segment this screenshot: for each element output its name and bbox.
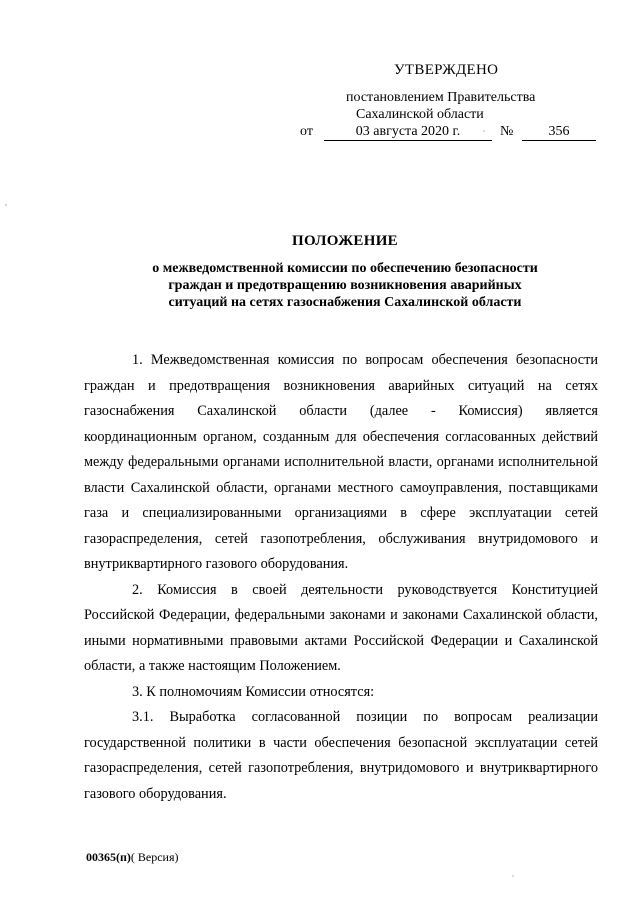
document-body: [84, 348, 598, 807]
document-title: ПОЛОЖЕНИЕ: [292, 233, 398, 249]
paragraph-3-1: 3.1. Выработка согласованной позиции по вопросам реализации государственной политики в части обеспечения безопасной эксплуатации сетей газораспределения, сетей газопотребления, внутридомового и внутриквартирного газового оборудования.: [84, 709, 598, 802]
from-label: от: [300, 124, 313, 139]
approval-date-number-row: [300, 124, 600, 144]
subtitle-line: о межведомственной комиссии по обеспечению безопасности: [152, 261, 538, 276]
approval-line-1: постановлением Правительства: [346, 90, 536, 105]
paragraph-1: 1. Межведомственная комиссия по вопросам обеспечения безопасности граждан и предотвращения возникновения аварийных ситуаций на сетях газоснабжения Сахалинской области (далее - Комиссия) является координационным органом, созданным для обеспечения согласованных действий между федеральными органами исполнительной власти, органами исполнительной власти Сахалинской области, органами местного самоуправления, поставщиками газа и специализированными организациями в сфере эксплуатации сетей газораспределения, сетей газопотребления, обслуживания внутридомового и внутриквартирного газового оборудования.: [84, 352, 598, 572]
approval-line-2: Сахалинской области: [356, 107, 484, 122]
scan-speck: [512, 875, 513, 876]
approval-heading: УТВЕРЖДЕНО: [394, 62, 499, 78]
footer-code: 00365(п): [86, 850, 131, 864]
subtitle-line: ситуаций на сетях газоснабжения Сахалинской области: [168, 295, 522, 310]
approval-date: 03 августа 2020 г.: [324, 124, 492, 141]
subtitle-line: граждан и предотвращению возникновения аварийных: [168, 278, 522, 293]
document-title-block: [60, 233, 630, 311]
paragraph-2: 2. Комиссия в своей деятельности руководствуется Конституцией Российской Федерации, федеральными законами и законами Сахалинской области, иными нормативными правовыми актами Российской Федерации и Сахалинской области, а также настоящим Положением.: [84, 581, 598, 674]
approval-number: 356: [522, 124, 596, 141]
number-label: №: [500, 124, 514, 139]
document-subtitle: [60, 260, 630, 311]
paragraph-3: 3. К полномочиям Комиссии относятся:: [132, 683, 375, 700]
scan-speck: [5, 204, 6, 205]
document-footer: [86, 850, 179, 865]
footer-version: ( Версия): [130, 850, 179, 864]
